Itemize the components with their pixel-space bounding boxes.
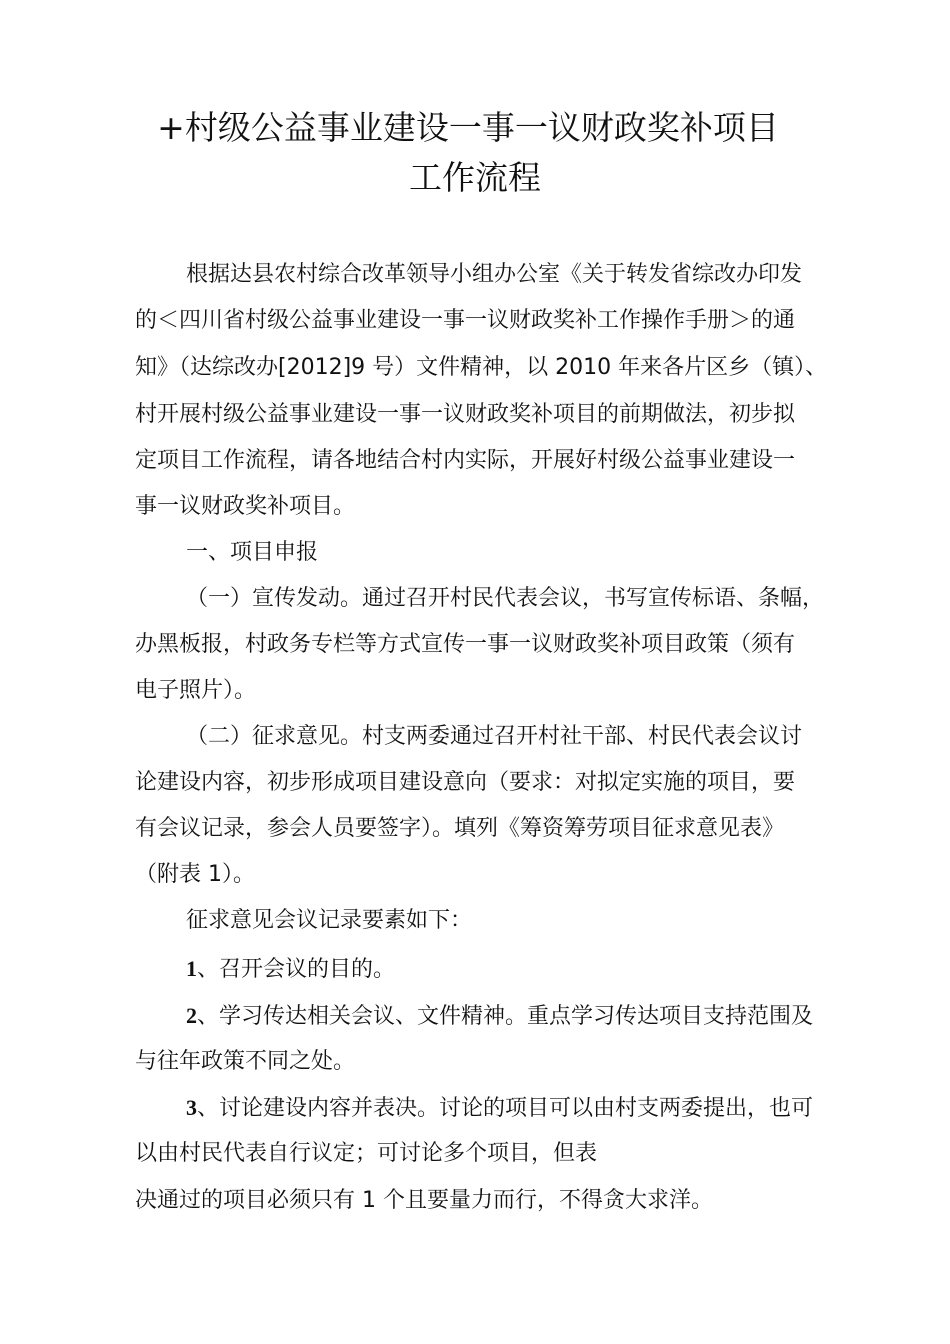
paragraph-intro-line-6: 事一议财政奖补项目。 (135, 494, 356, 519)
paragraph-opinion-line-1: （二）征求意见。村支两委通过召开村社干部、村民代表会议讨 (186, 724, 803, 749)
document-title-line-1: +村级公益事业建设一事一议财政奖补项目 (157, 108, 779, 147)
paragraph-intro-line-2: 的＜四川省村级公益事业建设一事一议财政奖补工作操作手册＞的通 (135, 308, 796, 333)
paragraph-opinion-line-3: 有会议记录，参会人员要签字）。填列《筹资筹劳项目征求意见表》 (135, 816, 785, 841)
document-title-line-2: 工作流程 (409, 158, 541, 197)
paragraph-intro-line-4: 村开展村级公益事业建设一事一议财政奖补项目的前期做法，初步拟 (135, 402, 796, 427)
list-item-text: 、讨论建设内容并表决。讨论的项目可以由村支两委提出，也可 (197, 1096, 814, 1121)
paragraph-intro-line-3: 知》（达综改办[2012]9 号）文件精神，以 2010 年来各片区乡（镇）、 (135, 355, 828, 380)
list-item-3-continuation-1: 以由村民代表自行议定；可讨论多个项目，但表 (135, 1141, 598, 1166)
list-item-text: 、召开会议的目的。 (197, 957, 396, 982)
list-item-number: 2 (186, 1003, 197, 1028)
minutes-elements-heading: 征求意见会议记录要素如下： (186, 908, 473, 933)
list-item-number: 1 (186, 956, 197, 981)
paragraph-publicity-line-1: （一）宣传发动。通过召开村民代表会议，书写宣传标语、条幅， (186, 586, 825, 611)
list-item-3-continuation-2: 决通过的项目必须只有 1 个且要量力而行，不得贪大求洋。 (135, 1188, 713, 1213)
paragraph-publicity-line-3: 电子照片）。 (135, 678, 257, 703)
paragraph-opinion-line-2: 论建设内容，初步形成项目建设意向（要求：对拟定实施的项目，要 (135, 770, 796, 795)
list-item-number: 3 (186, 1095, 197, 1120)
list-item-2 (186, 1001, 813, 1032)
list-item-text: 、学习传达相关会议、文件精神。重点学习传达项目支持范围及 (197, 1004, 814, 1029)
paragraph-intro-line-5: 定项目工作流程，请各地结合村内实际，开展好村级公益事业建设一 (135, 448, 796, 473)
section-heading: 一、项目申报 (186, 540, 319, 565)
paragraph-opinion-line-4: （附表 1）。 (135, 862, 255, 887)
list-item-3 (186, 1093, 813, 1124)
list-item-2-continuation: 与往年政策不同之处。 (135, 1049, 356, 1074)
paragraph-intro-line-1: 根据达县农村综合改革领导小组办公室《关于转发省综改办印发 (186, 262, 803, 287)
list-item-1 (186, 954, 395, 985)
paragraph-publicity-line-2: 办黑板报，村政务专栏等方式宣传一事一议财政奖补项目政策（须有 (135, 632, 796, 657)
